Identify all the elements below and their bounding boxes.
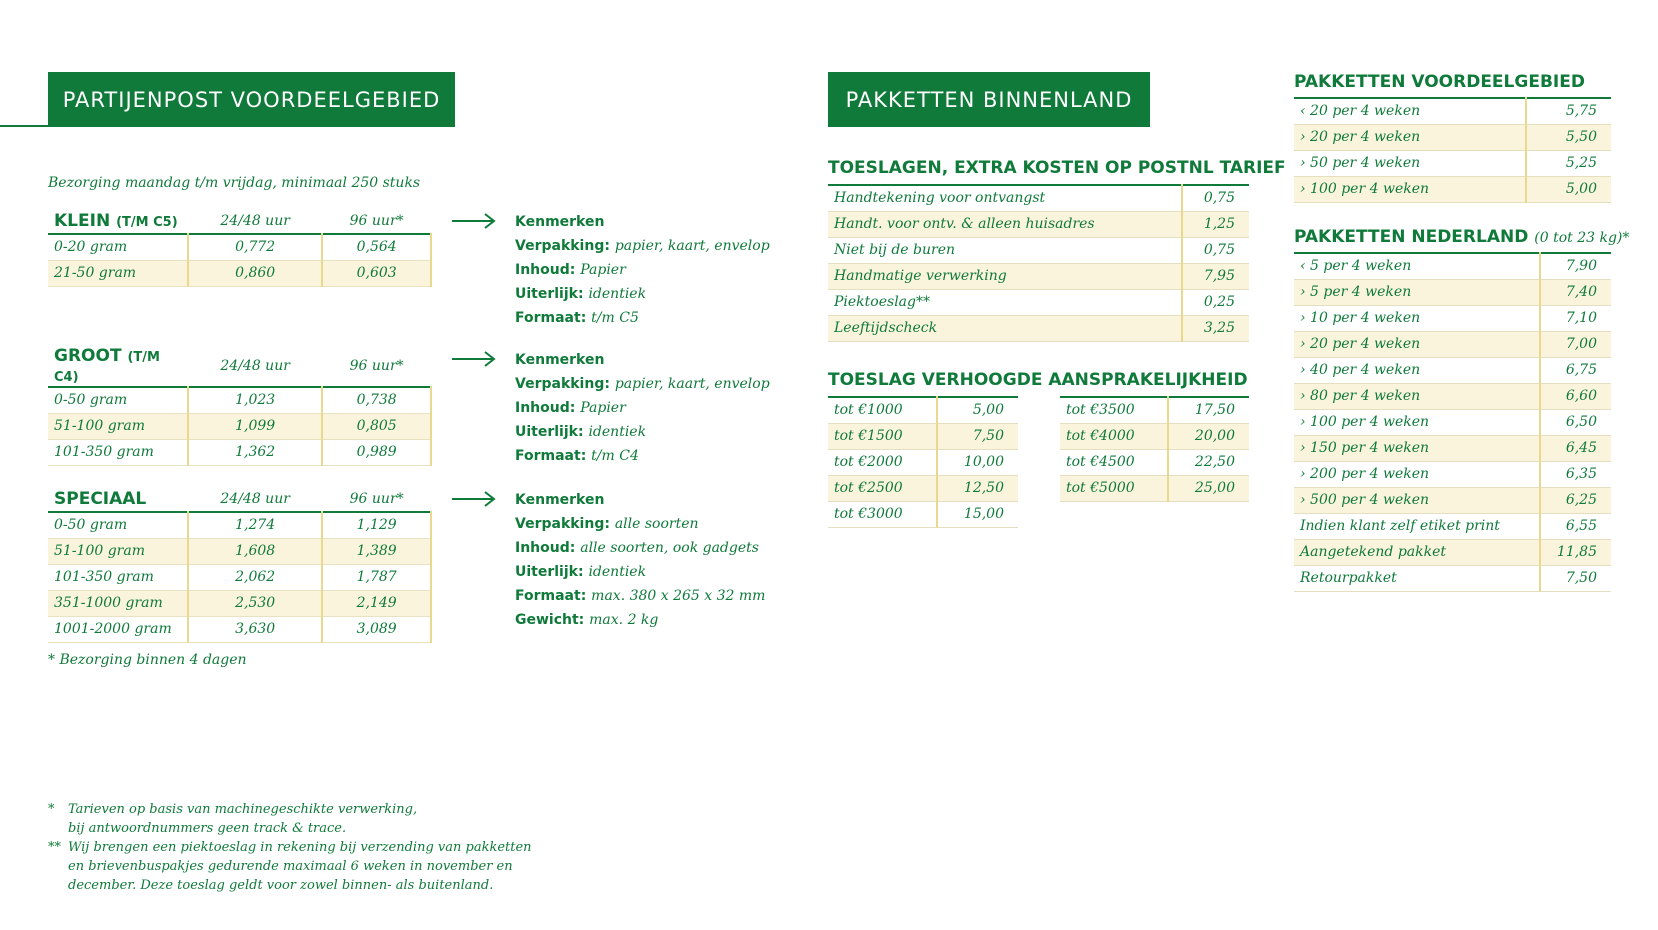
table-heading-note: (T/M C5) — [116, 214, 178, 230]
row-value: 7,50 — [1540, 565, 1611, 591]
footnote-line — [48, 819, 532, 838]
row-value-96: 1,129 — [322, 512, 431, 538]
footnote-text: Wij brengen een piektoeslag in rekening bij verzending van pakketten — [68, 840, 532, 855]
nederland-row — [1294, 409, 1611, 435]
row-value: 6,60 — [1540, 383, 1611, 409]
table-heading-title: KLEIN — [54, 210, 117, 231]
row-value: 0,25 — [1182, 289, 1249, 315]
aansprakelijkheid-row — [1060, 423, 1249, 449]
row-label: ‹ 5 per 4 weken — [1294, 253, 1540, 279]
aansprakelijkheid-row — [1060, 475, 1249, 501]
row-value-96: 3,089 — [322, 616, 431, 642]
column-header-96: 96 uur* — [349, 490, 404, 507]
toeslagen-table — [828, 184, 1249, 342]
aansprakelijkheid-row — [828, 423, 1018, 449]
kenmerken-key: Uiterlijk: — [515, 564, 589, 580]
row-label: Handtekening voor ontvangst — [828, 185, 1182, 211]
footnote-marker — [48, 876, 68, 895]
footnotes — [48, 800, 532, 895]
row-label: tot €1500 — [828, 423, 937, 449]
row-label: Piektoeslag** — [828, 289, 1182, 315]
nederland-row — [1294, 487, 1611, 513]
kenmerken-value: identiek — [588, 424, 647, 440]
row-label: › 20 per 4 weken — [1294, 124, 1526, 150]
kenmerken-item — [515, 608, 765, 632]
kenmerken-key: Inhoud: — [515, 540, 581, 556]
partijenpost-band-title: PARTIJENPOST VOORDEELGEBIED — [48, 72, 455, 127]
row-value: 5,75 — [1526, 98, 1611, 124]
row-value-24-48: 1,362 — [188, 439, 322, 465]
row-label: 0-20 gram — [48, 234, 188, 260]
nederland-row — [1294, 565, 1611, 591]
row-value: 22,50 — [1168, 449, 1249, 475]
kenmerken-item — [515, 396, 770, 420]
row-label: › 80 per 4 weken — [1294, 383, 1540, 409]
row-value: 0,75 — [1182, 185, 1249, 211]
row-value: 1,25 — [1182, 211, 1249, 237]
footnote-text: bij antwoordnummers geen track & trace. — [68, 821, 347, 836]
kenmerken-key: Verpakking: — [515, 376, 615, 392]
row-label: Handmatige verwerking — [828, 263, 1182, 289]
nederland-row — [1294, 253, 1611, 279]
nederland-row — [1294, 331, 1611, 357]
toeslagen-title: TOESLAGEN, EXTRA KOSTEN OP POSTNL TARIEF — [828, 158, 1286, 178]
row-value-96: 0,564 — [322, 234, 431, 260]
row-value-24-48: 2,530 — [188, 590, 322, 616]
voordeelgebied-title: PAKKETTEN VOORDEELGEBIED — [1294, 72, 1585, 92]
row-label: Retourpakket — [1294, 565, 1540, 591]
left-band-rule — [0, 125, 48, 127]
footnote-text: december. Deze toeslag geldt voor zowel binnen- als buitenland. — [68, 878, 494, 893]
row-label: 1001-2000 gram — [48, 616, 188, 642]
row-value: 7,90 — [1540, 253, 1611, 279]
row-value: 10,00 — [937, 449, 1018, 475]
row-value-96: 0,603 — [322, 260, 431, 286]
kenmerken-value: papier, kaart, envelop — [614, 238, 770, 254]
row-value: 25,00 — [1168, 475, 1249, 501]
row-value: 11,85 — [1540, 539, 1611, 565]
footnote-line — [48, 857, 532, 876]
row-value: 20,00 — [1168, 423, 1249, 449]
row-label: tot €4500 — [1060, 449, 1168, 475]
row-label: Handt. voor ontv. & alleen huisadres — [828, 211, 1182, 237]
row-value: 7,40 — [1540, 279, 1611, 305]
kenmerken-item — [515, 372, 770, 396]
nederland-table — [1294, 252, 1611, 592]
row-label: tot €3500 — [1060, 397, 1168, 423]
table-row — [48, 512, 431, 538]
voordeelgebied-row — [1294, 150, 1611, 176]
footnote-line — [48, 876, 532, 895]
row-label: tot €2000 — [828, 449, 937, 475]
kenmerken-value: identiek — [588, 286, 647, 302]
kenmerken-value: Papier — [580, 262, 626, 278]
price-table-groot — [48, 346, 432, 466]
kenmerken-block — [515, 348, 770, 468]
table-row — [48, 387, 431, 413]
column-header-24-48: 24/48 uur — [220, 212, 290, 229]
kenmerken-value: Papier — [580, 400, 626, 416]
row-label: 351-1000 gram — [48, 590, 188, 616]
table-heading-title: SPECIAAL — [54, 488, 147, 509]
row-label: 51-100 gram — [48, 538, 188, 564]
kenmerken-key: Gewicht: — [515, 612, 590, 628]
footnote-line — [48, 838, 532, 857]
row-value-24-48: 1,023 — [188, 387, 322, 413]
kenmerken-title: Kenmerken — [515, 492, 605, 508]
row-label: tot €3000 — [828, 501, 937, 527]
table-row — [48, 564, 431, 590]
footnote-marker: ** — [48, 840, 61, 855]
table-row — [48, 538, 431, 564]
kenmerken-block — [515, 488, 765, 632]
nederland-row — [1294, 305, 1611, 331]
kenmerken-key: Uiterlijk: — [515, 286, 589, 302]
kenmerken-block — [515, 210, 770, 330]
kenmerken-value: t/m C4 — [591, 448, 639, 464]
row-value: 0,75 — [1182, 237, 1249, 263]
kenmerken-value: alle soorten — [614, 516, 699, 532]
row-label: 101-350 gram — [48, 439, 188, 465]
row-value: 6,35 — [1540, 461, 1611, 487]
kenmerken-value: max. 2 kg — [589, 612, 659, 628]
toeslag-row — [828, 211, 1249, 237]
row-label: 0-50 gram — [48, 512, 188, 538]
kenmerken-key: Formaat: — [515, 310, 592, 326]
row-label: › 40 per 4 weken — [1294, 357, 1540, 383]
row-value: 7,50 — [937, 423, 1018, 449]
kenmerken-item — [515, 306, 770, 330]
row-value-96: 0,989 — [322, 439, 431, 465]
toeslag-row — [828, 237, 1249, 263]
aansprakelijkheid-row — [828, 501, 1018, 527]
aansprakelijkheid-title: TOESLAG VERHOOGDE AANSPRAKELIJKHEID — [828, 370, 1248, 390]
column-header-96: 96 uur* — [349, 358, 404, 374]
toeslag-row — [828, 263, 1249, 289]
nederland-row — [1294, 279, 1611, 305]
kenmerken-value: alle soorten, ook gadgets — [580, 540, 759, 556]
kenmerken-item — [515, 536, 765, 560]
nederland-row — [1294, 383, 1611, 409]
row-value-24-48: 0,772 — [188, 234, 322, 260]
voordeelgebied-row — [1294, 98, 1611, 124]
kenmerken-key: Inhoud: — [515, 262, 581, 278]
kenmerken-item — [515, 512, 765, 536]
aansprakelijkheid-table-right — [1060, 396, 1249, 502]
row-label: › 100 per 4 weken — [1294, 176, 1526, 202]
row-label: 0-50 gram — [48, 387, 188, 413]
row-value: 12,50 — [937, 475, 1018, 501]
row-value-96: 1,787 — [322, 564, 431, 590]
kenmerken-item — [515, 420, 770, 444]
kenmerken-key: Verpakking: — [515, 238, 615, 254]
row-value: 5,00 — [937, 397, 1018, 423]
kenmerken-item — [515, 282, 770, 306]
nederland-row — [1294, 461, 1611, 487]
row-value-24-48: 0,860 — [188, 260, 322, 286]
table-row — [48, 590, 431, 616]
row-value: 6,75 — [1540, 357, 1611, 383]
row-value-24-48: 2,062 — [188, 564, 322, 590]
row-value-24-48: 1,099 — [188, 413, 322, 439]
footnote-marker — [48, 857, 68, 876]
kenmerken-value: papier, kaart, envelop — [614, 376, 770, 392]
row-label: tot €1000 — [828, 397, 937, 423]
row-label: 101-350 gram — [48, 564, 188, 590]
row-value-96: 2,149 — [322, 590, 431, 616]
footnote-marker — [48, 819, 68, 838]
table-row — [48, 413, 431, 439]
row-value-24-48: 3,630 — [188, 616, 322, 642]
footnote-marker: * — [48, 802, 55, 817]
table-heading-note: (T/M C4) — [54, 350, 160, 385]
aansprakelijkheid-row — [828, 475, 1018, 501]
row-label: › 10 per 4 weken — [1294, 305, 1540, 331]
arrow-right-icon — [452, 350, 496, 368]
aansprakelijkheid-table-left — [828, 396, 1018, 528]
kenmerken-key: Uiterlijk: — [515, 424, 589, 440]
row-label: Aangetekend pakket — [1294, 539, 1540, 565]
arrow-right-icon — [452, 212, 496, 230]
delivery-note: * Bezorging binnen 4 dagen — [48, 652, 247, 668]
kenmerken-item — [515, 258, 770, 282]
kenmerken-key: Inhoud: — [515, 400, 581, 416]
column-header-24-48: 24/48 uur — [220, 358, 290, 374]
table-heading — [48, 208, 188, 234]
kenmerken-item — [515, 234, 770, 258]
pakketten-binnenland-band-title: PAKKETTEN BINNENLAND — [828, 72, 1150, 127]
table-row — [48, 234, 431, 260]
row-value: 5,25 — [1526, 150, 1611, 176]
row-label: Indien klant zelf etiket print — [1294, 513, 1540, 539]
column-header-96: 96 uur* — [349, 212, 404, 229]
row-label: tot €4000 — [1060, 423, 1168, 449]
kenmerken-item — [515, 560, 765, 584]
row-label: 21-50 gram — [48, 260, 188, 286]
column-header-24-48: 24/48 uur — [220, 490, 290, 507]
aansprakelijkheid-row — [828, 449, 1018, 475]
price-table-klein — [48, 208, 432, 287]
kenmerken-title: Kenmerken — [515, 352, 605, 368]
kenmerken-key: Formaat: — [515, 588, 592, 604]
table-heading-title: GROOT — [54, 346, 128, 366]
table-row — [48, 260, 431, 286]
row-label: › 50 per 4 weken — [1294, 150, 1526, 176]
kenmerken-key: Verpakking: — [515, 516, 615, 532]
row-label: › 5 per 4 weken — [1294, 279, 1540, 305]
aansprakelijkheid-row — [828, 397, 1018, 423]
nederland-title — [1294, 227, 1629, 247]
row-value-24-48: 1,274 — [188, 512, 322, 538]
footnote-line — [48, 800, 532, 819]
row-value: 6,50 — [1540, 409, 1611, 435]
nederland-row — [1294, 357, 1611, 383]
kenmerken-title: Kenmerken — [515, 214, 605, 230]
toeslag-row — [828, 289, 1249, 315]
aansprakelijkheid-row — [1060, 449, 1249, 475]
row-label: › 500 per 4 weken — [1294, 487, 1540, 513]
row-value: 17,50 — [1168, 397, 1249, 423]
row-label: › 20 per 4 weken — [1294, 331, 1540, 357]
table-heading — [48, 346, 188, 387]
arrow-right-icon — [452, 490, 496, 508]
footnote-text: en brievenbuspakjes gedurende maximaal 6 weken in november en — [68, 859, 513, 874]
row-label: tot €5000 — [1060, 475, 1168, 501]
kenmerken-value: identiek — [588, 564, 647, 580]
row-value-96: 0,738 — [322, 387, 431, 413]
row-label: ‹ 20 per 4 weken — [1294, 98, 1526, 124]
row-value: 7,00 — [1540, 331, 1611, 357]
aansprakelijkheid-row — [1060, 397, 1249, 423]
row-label: › 200 per 4 weken — [1294, 461, 1540, 487]
row-value: 3,25 — [1182, 315, 1249, 341]
row-value-24-48: 1,608 — [188, 538, 322, 564]
row-label: Leeftijdscheck — [828, 315, 1182, 341]
row-value: 15,00 — [937, 501, 1018, 527]
kenmerken-value: max. 380 x 265 x 32 mm — [591, 588, 766, 604]
left-subtitle: Bezorging maandag t/m vrijdag, minimaal 250 stuks — [48, 175, 421, 191]
nederland-row — [1294, 513, 1611, 539]
row-value: 6,45 — [1540, 435, 1611, 461]
table-row — [48, 616, 431, 642]
voordeelgebied-row — [1294, 124, 1611, 150]
voordeelgebied-row — [1294, 176, 1611, 202]
footnote-text: Tarieven op basis van machinegeschikte verwerking, — [68, 802, 418, 817]
row-value: 7,95 — [1182, 263, 1249, 289]
price-table-speciaal — [48, 486, 432, 643]
row-value: 5,50 — [1526, 124, 1611, 150]
row-label: 51-100 gram — [48, 413, 188, 439]
kenmerken-value: t/m C5 — [591, 310, 639, 326]
row-value: 6,55 — [1540, 513, 1611, 539]
voordeelgebied-table — [1294, 97, 1611, 203]
row-value: 5,00 — [1526, 176, 1611, 202]
nederland-title-note: (0 tot 23 kg)* — [1534, 230, 1630, 246]
kenmerken-item — [515, 584, 765, 608]
nederland-row — [1294, 435, 1611, 461]
table-row — [48, 439, 431, 465]
row-value-96: 1,389 — [322, 538, 431, 564]
table-heading — [48, 486, 188, 512]
kenmerken-item — [515, 444, 770, 468]
kenmerken-key: Formaat: — [515, 448, 592, 464]
row-label: tot €2500 — [828, 475, 937, 501]
row-label: Niet bij de buren — [828, 237, 1182, 263]
nederland-row — [1294, 539, 1611, 565]
row-value: 7,10 — [1540, 305, 1611, 331]
row-value-96: 0,805 — [322, 413, 431, 439]
toeslag-row — [828, 185, 1249, 211]
row-value: 6,25 — [1540, 487, 1611, 513]
nederland-title-text: PAKKETTEN NEDERLAND — [1294, 227, 1529, 247]
row-label: › 100 per 4 weken — [1294, 409, 1540, 435]
toeslag-row — [828, 315, 1249, 341]
row-label: › 150 per 4 weken — [1294, 435, 1540, 461]
